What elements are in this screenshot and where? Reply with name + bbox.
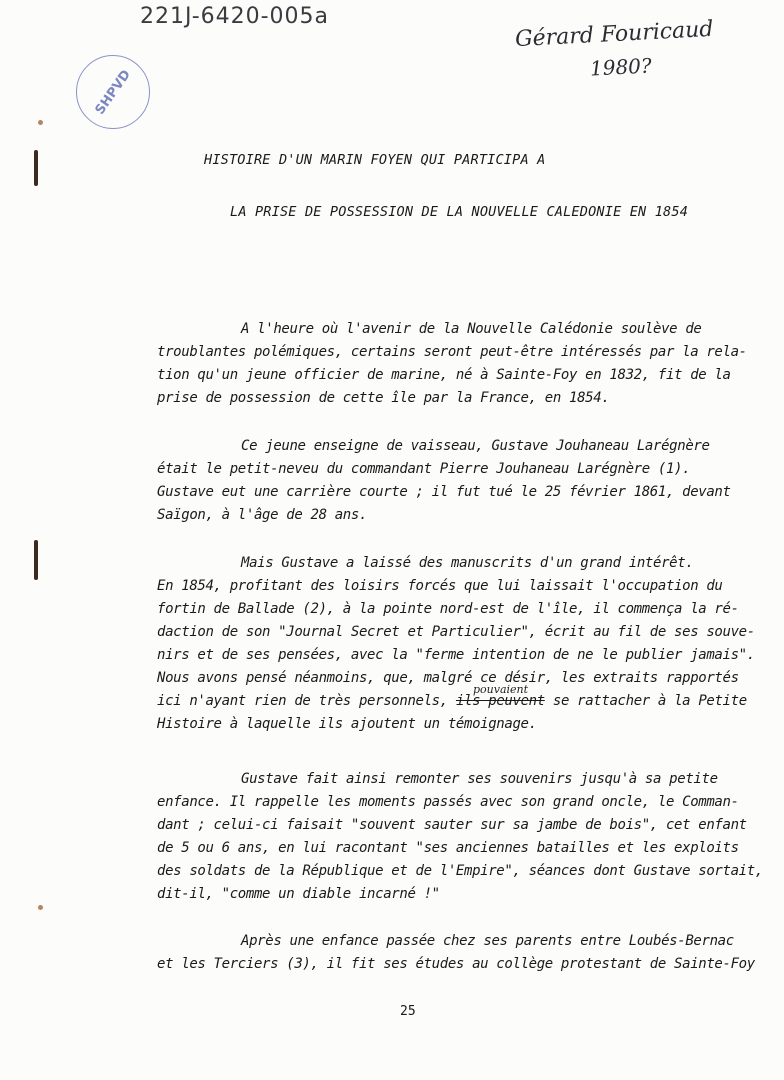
text-line: fortin de Ballade (2), à la pointe nord-est de l'île, il commença la ré-	[157, 601, 739, 617]
text-line: Histoire à laquelle ils ajoutent un témoignage.	[157, 716, 537, 732]
text-line: Saïgon, à l'âge de 28 ans.	[157, 507, 368, 523]
rust-spot	[38, 905, 43, 910]
text-line: des soldats de la République et de l'Empire", séances dont Gustave sortait,	[157, 863, 763, 879]
text-line: Nous avons pensé néanmoins, que, malgré ce désir, les extraits rapportés	[157, 670, 739, 686]
text-line: Gustave eut une carrière courte ; il fut tué le 25 février 1861, devant	[157, 484, 731, 500]
handwritten-author-note: Gérard Fouricaud	[514, 16, 715, 53]
paragraph-5	[157, 930, 755, 976]
text-line: En 1854, profitant des loisirs forcés que lui laissait l'occupation du	[157, 578, 723, 594]
paragraph-2	[157, 435, 732, 527]
text-fragment: ici n'ayant rien de très personnels,	[157, 693, 448, 709]
text-line: A l'heure où l'avenir de la Nouvelle Calédonie soulève de	[241, 321, 702, 337]
struck-text: ils peuvent	[455, 693, 545, 709]
text-line: de 5 ou 6 ans, en lui racontant "ses anciennes batailles et les exploits	[157, 840, 739, 856]
binding-mark	[34, 540, 38, 580]
text-line: troublantes polémiques, certains seront peut-être intéressés par la rela-	[157, 344, 747, 360]
text-line: Mais Gustave a laissé des manuscrits d'un grand intérêt.	[241, 555, 694, 571]
handwritten-correction: pouvaient	[473, 683, 529, 696]
text-line: nirs et de ses pensées, avec la "ferme intention de ne le publier jamais".	[157, 647, 755, 663]
text-line: était le petit-neveu du commandant Pierre Jouhaneau Larégnère (1).	[157, 461, 691, 477]
library-stamp	[76, 55, 150, 129]
paragraph-4	[157, 768, 763, 906]
document-title-line-2: LA PRISE DE POSSESSION DE LA NOUVELLE CALEDONIE EN 1854	[230, 204, 689, 220]
handwritten-year-note: 1980?	[589, 53, 653, 81]
text-line: Gustave fait ainsi remonter ses souvenirs jusqu'à sa petite	[241, 771, 718, 787]
page-number: 25	[400, 1004, 416, 1019]
text-line: dit-il, "comme un diable incarné !"	[157, 886, 440, 902]
text-line: Ce jeune enseigne de vaisseau, Gustave Jouhaneau Larégnère	[241, 438, 710, 454]
binding-mark	[34, 150, 38, 186]
paragraph-3	[157, 552, 755, 736]
text-line: dant ; celui-ci faisait "souvent sauter sur sa jambe de bois", cet enfant	[157, 817, 747, 833]
document-title-line-1: HISTOIRE D'UN MARIN FOYEN QUI PARTICIPA A	[204, 152, 546, 168]
paragraph-1	[157, 318, 747, 410]
text-line: prise de possession de cette île par la France, en 1854.	[157, 390, 610, 406]
rust-spot	[38, 120, 43, 125]
text-fragment: se rattacher à la Petite	[552, 693, 747, 709]
stamp-label: SHPVD	[92, 66, 134, 118]
text-line: enfance. Il rappelle les moments passés avec son grand oncle, le Comman-	[157, 794, 739, 810]
text-line-with-correction	[157, 690, 747, 713]
reference-number: 221J-6420-005a	[140, 4, 330, 29]
text-line: et les Terciers (3), il fit ses études au collège protestant de Sainte-Foy	[157, 956, 755, 972]
text-line: Après une enfance passée chez ses parents entre Loubés-Bernac	[241, 933, 734, 949]
text-line: daction de son "Journal Secret et Particulier", écrit au fil de ses souve-	[157, 624, 755, 640]
text-line: tion qu'un jeune officier de marine, né à Sainte-Foy en 1832, fit de la	[157, 367, 731, 383]
